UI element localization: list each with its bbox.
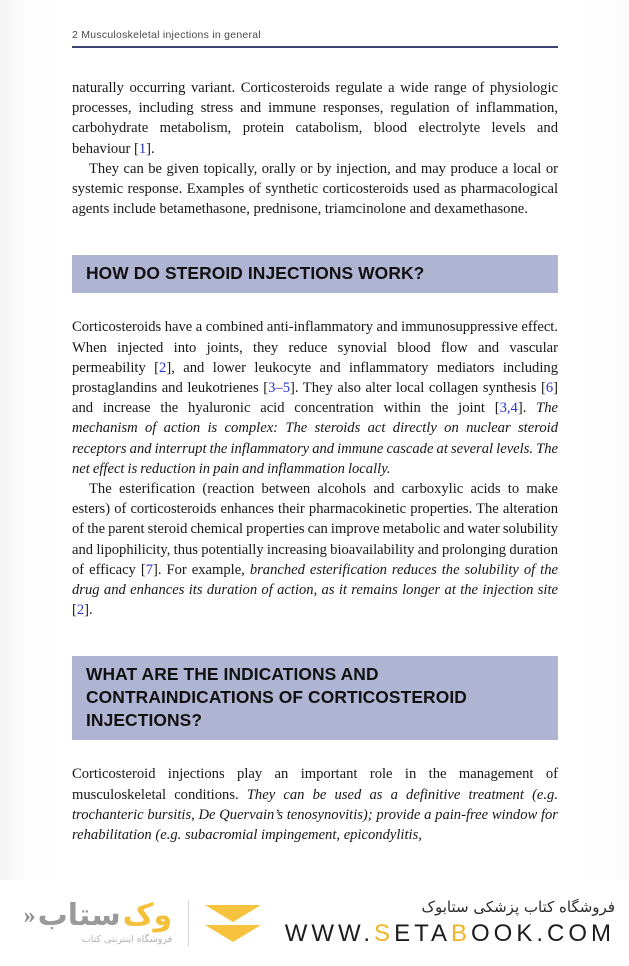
paragraph-1-text: naturally occurring variant. Corticosteroids regulate a wide range of physiologic processes, including stress and immune responses, regulation of inflammation, carbohydrate metabolism, protein catabolism, blood electrolyte levels and behaviour [ [72,80,558,157]
paragraph-3-seg-4: ] and increase the hyaluronic acid concentration within the joint [ [72,380,558,417]
section-heading-line: INJECTIONS? [86,710,203,731]
paragraph-3-seg-2: ], and lower leukocyte and inflammatory mediators including prostaglandins and leukotrienes [ [72,359,558,397]
citation-ref: 2 [76,602,85,619]
logo-subtitle: فروشگاه اینترنتی کتاب [81,934,173,945]
spacer [72,740,558,764]
watermark-url-segment: OOK.COM [470,920,615,947]
watermark-url-segment: B [450,920,471,947]
paragraph-4-seg-2: ]. For example, [153,561,250,578]
paragraph-4-italic-emphasis: branched esterification reduces the solubility of the drug and enhances its duration of action, as it remains longer at the injection site [72,561,558,599]
paragraph-continuation [72,78,558,159]
watermark-url-segment: S [374,920,395,947]
chevron-shape [205,925,261,942]
paragraph-3-italic-emphasis: The mechanism of action is complex: The steroids act directly on nuclear steroid receptors and interrupt the inflammatory and immune cascade at several levels. The net effect is reduction in pain and inflammation locally. [72,400,559,477]
logo-script-gold-text: وک [122,898,173,933]
paragraph-4-seg-4: ]. [84,602,93,619]
logo-chevron-icon: « [23,903,36,929]
page-content [72,78,558,845]
spacer [72,620,558,656]
section-heading-how-do-steroid-injections-work [72,255,558,293]
citation-ref: 2 [159,359,167,376]
section-heading-indications-and-contraindications [72,656,558,740]
logo-wordmark [23,898,173,945]
watermark-url-segment: WWW. [284,920,375,947]
logo-divider [188,900,189,946]
section-heading-line: HOW DO STEROID INJECTIONS WORK? [86,263,425,284]
spacer [72,219,558,255]
section-heading-line: WHAT ARE THE INDICATIONS AND [86,664,379,685]
chevron-shape [205,905,261,922]
citation-ref: 6 [545,380,554,397]
paragraph-3-seg-3: ]. They also alter local collagen synthesis [ [289,380,546,397]
watermark-url[interactable] [285,920,615,948]
running-head-rule [72,46,558,48]
spacer [72,293,558,317]
watermark-url-segment: ETA [394,920,451,947]
setabook-logo [0,900,285,946]
citation-ref: 1 [138,140,147,157]
watermark-tagline: فروشگاه کتاب پزشکی ستابوک [421,898,615,916]
paragraph-4-seg-1: The esterification (reaction between alcohols and carboxylic acids to make esters) of corticosteroids enhances their pharmacokinetic properties. The alteration of the parent steroid chemical properties can improve metabolic and water solubility and lipophilicity, thus potentially increasing bioavailability and prolonging duration of efficacy [ [72,481,558,578]
paragraph-3 [72,317,558,479]
citation-ref: 7 [145,561,153,578]
paragraph-5-italic-emphasis: They can be used as a definitive treatment (e.g. trochanteric bursitis, De Quervain’s tenosynovitis); provide a pain-free window for rehabilitation (e.g. subacromial impingement, epicondylitis, [72,786,558,844]
citation-ref: 3,4 [499,400,518,417]
watermark-footer [0,880,629,966]
logo-chevron-mark-icon [205,905,261,942]
citation-ref: 3–5 [268,380,290,397]
paragraph-1-tail: ]. [146,140,155,157]
paragraph-3-seg-5: ]. [517,400,537,417]
watermark-text-block [285,898,629,948]
logo-script-gray-text: ستاب [37,898,121,933]
running-head-title: 2 Musculoskeletal injections in general [72,29,261,41]
paragraph-3-seg-1: Corticosteroids have a combined anti-inflammatory and immunosuppressive effect. When injected into joints, they reduce synovial blood flow and vascular permeability [ [72,319,558,376]
section-heading-line: CONTRAINDICATIONS OF CORTICOSTEROID [86,687,467,708]
logo-script-row [23,898,173,933]
running-head [72,29,558,48]
paragraph-5-seg-1: Corticosteroid injections play an important role in the management of musculoskeletal conditions. [72,766,558,803]
paragraph-5 [72,764,558,845]
paragraph-4 [72,479,558,620]
paragraph-2: They can be given topically, orally or by injection, and may produce a local or systemic response. Examples of synthetic corticosteroids used as pharmacological agents include betamethasone, prednisone, triamcinolone and dexamethasone. [72,160,558,218]
paragraph-4-seg-3: [ [72,602,77,619]
